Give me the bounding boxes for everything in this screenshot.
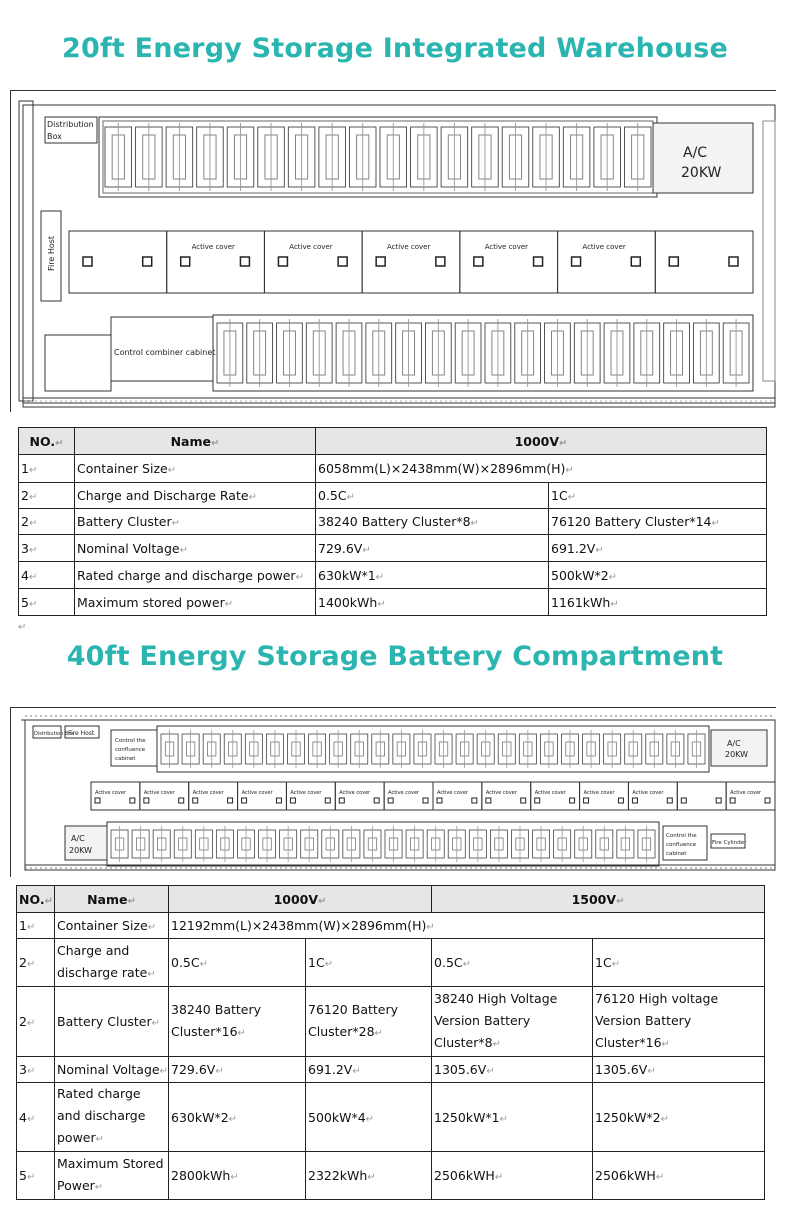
ac-top-label-2: 20KW (725, 750, 749, 759)
active-cover-label: Active cover (534, 790, 566, 796)
table-row: 3 ↵ Nominal Voltage ↵ 729.6V ↵ 691.2V ↵ 1305.6V ↵ 1305.6V ↵ (17, 1057, 765, 1083)
control-top-label-2: confluence (115, 747, 146, 753)
control-bottom-label-2: confluence (666, 842, 697, 848)
ac-bottom-label-1: A/C (71, 834, 85, 843)
table-row: 5 ↵ Maximum stored power ↵ 1400kWh ↵ 1161kWh ↵ (19, 589, 767, 616)
floor-plan-20ft (10, 90, 776, 412)
active-cover-label: Active cover (143, 790, 175, 796)
active-cover-label: Active cover (582, 243, 626, 251)
table-row: 2 ↵ Charge and discharge rate ↵ 0.5C ↵ 1C ↵ 0.5C ↵ 1C ↵ (17, 939, 765, 987)
active-cover-label: Active cover (485, 790, 517, 796)
table-row: 5 ↵ Maximum Stored Power ↵ 2800kWh ↵ 2322kWh ↵ 2506kWH ↵ 2506kWH ↵ (17, 1152, 765, 1200)
active-cover-label: Active cover (191, 243, 235, 251)
control-top-label-3: cabinet (115, 756, 136, 762)
control-bottom-label-3: cabinet (666, 851, 687, 857)
distribution-label: Distribution Box (34, 731, 75, 737)
floor-plan-40ft (10, 707, 776, 877)
table-row: 2 ↵ Battery Cluster ↵ 38240 Battery Cluster*8 ↵ 76120 Battery Cluster*14 ↵ (19, 509, 767, 535)
header-name: Name ↵ (75, 428, 316, 455)
table-row: 2 ↵ Charge and Discharge Rate ↵ 0.5C ↵ 1C ↵ (19, 483, 767, 509)
active-cover-label: Active cover (730, 790, 762, 796)
active-cover-label: Active cover (387, 243, 431, 251)
active-cover-label: Active cover (339, 790, 371, 796)
header-1500v-40: 1500V ↵ (432, 886, 765, 913)
table-row: 2 ↵ Battery Cluster ↵ 38240 Battery Cluster*16 ↵ 76120 Battery Cluster*28 ↵ 38240 High Voltage Version Battery Cluster*8 ↵ 76120 High voltage Version Battery Cluster*16 ↵ (17, 987, 765, 1057)
table-row: 1 ↵ Container Size ↵ 12192mm(L)×2438mm(W)×2896mm(H) ↵ (17, 913, 765, 939)
active-cover-label: Active cover (241, 790, 273, 796)
active-cover-label: Active cover (632, 790, 664, 796)
table-row: 1 ↵ Container Size ↵ 6058mm(L)×2438mm(W)×2896mm(H) ↵ (19, 455, 767, 483)
header-1000v: 1000V ↵ (316, 428, 767, 455)
header-1000v-40: 1000V ↵ (169, 886, 432, 913)
section2-heading: 40ft Energy Storage Battery Compartment (66, 641, 724, 672)
control-top-label-1: Control the (115, 738, 146, 744)
active-cover-label: Active cover (583, 790, 615, 796)
table-row: 3 ↵ Nominal Voltage ↵ 729.6V ↵ 691.2V ↵ (19, 535, 767, 562)
ac-label-2: 20KW (681, 165, 722, 181)
distribution-box-label-2: Box (47, 132, 62, 141)
ac-bottom-label-2: 20KW (69, 846, 93, 855)
active-cover-label: Active cover (484, 243, 529, 251)
table-row: 4 ↵ Rated charge and discharge power ↵ 630kW*2 ↵ 500kW*4 ↵ 1250kW*1 ↵ 1250kW*2 ↵ (17, 1083, 765, 1152)
section1-heading: 20ft Energy Storage Integrated Warehouse (61, 33, 729, 64)
ac-top-label-1: A/C (727, 739, 741, 748)
active-cover-label: Active cover (95, 790, 126, 796)
table-row: 4 ↵ Rated charge and discharge power ↵ 630kW*1 ↵ 500kW*2 ↵ (19, 562, 767, 589)
control-combiner-label: Control combiner cabinet (114, 348, 216, 357)
fire-cylinder-label: Fire Cylinder (712, 840, 747, 846)
active-cover-label: Active cover (192, 790, 224, 796)
fire-host-label-40: Fire Host (68, 730, 95, 737)
active-cover-label: Active cover (388, 790, 420, 796)
header-no-40: NO. ↵ (17, 886, 55, 913)
active-cover-label: Active cover (437, 790, 468, 796)
header-name-40: Name ↵ (55, 886, 169, 913)
ac-label-1: A/C (683, 145, 708, 161)
spec-table-40ft (16, 885, 765, 1200)
active-cover-label: Active cover (290, 790, 322, 796)
paragraph-mark (18, 620, 26, 633)
distribution-box-label-1: Distribution (47, 120, 94, 129)
header-no: NO. ↵ (19, 428, 75, 455)
spec-table-20ft (18, 427, 767, 616)
fire-host-label: Fire Host (47, 235, 56, 271)
active-cover-label: Active cover (289, 243, 333, 251)
control-bottom-label-1: Control the (666, 833, 697, 839)
